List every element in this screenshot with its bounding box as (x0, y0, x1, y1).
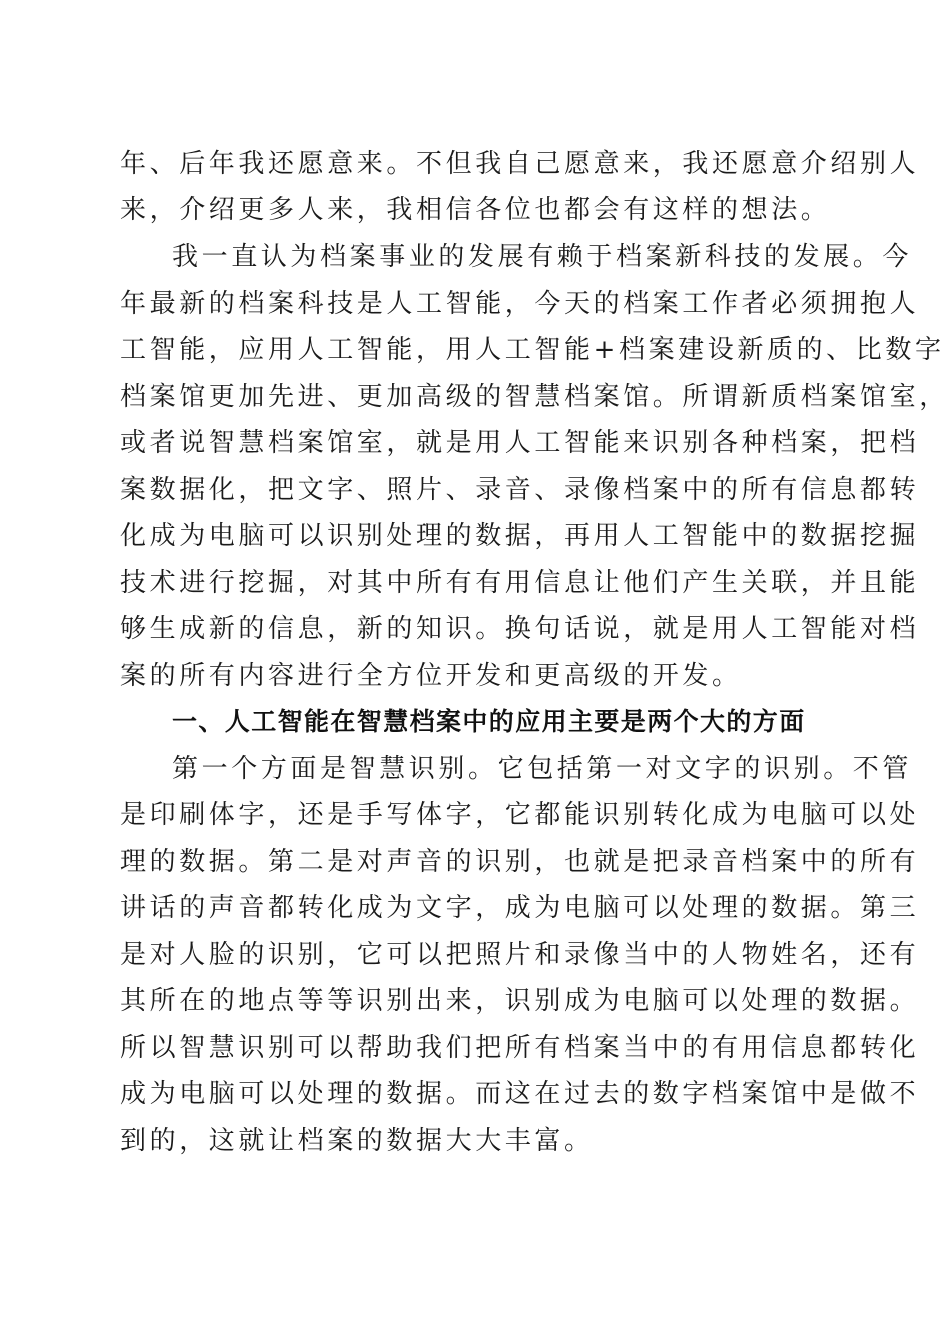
text-line: 技术进行挖掘，对其中所有有用信息让他们产生关联，并且能 (120, 568, 920, 598)
text-line: 案的所有内容进行全方位开发和更高级的开发。 (120, 661, 742, 691)
paragraph-start-line: 我一直认为档案事业的发展有赖于档案新科技的发展。今 (172, 242, 913, 272)
text-line: 年最新的档案科技是人工智能，今天的档案工作者必须拥抱人 (120, 289, 920, 319)
text-line: 来，介绍更多人来，我相信各位也都会有这样的想法。 (120, 195, 831, 225)
text-line: 是对人脸的识别，它可以把照片和录像当中的人物姓名，还有 (120, 940, 920, 970)
section-heading: 一、人工智能在智慧档案中的应用主要是两个大的方面 (172, 707, 806, 736)
text-line: 其所在的地点等等识别出来，识别成为电脑可以处理的数据。 (120, 986, 920, 1016)
text-line: 理的数据。第二是对声音的识别，也就是把录音档案中的所有 (120, 847, 920, 877)
text-line: 成为电脑可以处理的数据。而这在过去的数字档案馆中是做不 (120, 1079, 920, 1109)
text-line: 所以智慧识别可以帮助我们把所有档案当中的有用信息都转化 (120, 1033, 920, 1063)
text-line: 或者说智慧档案馆室，就是用人工智能来识别各种档案，把档 (120, 428, 920, 458)
text-line: 案数据化，把文字、照片、录音、录像档案中的所有信息都转 (120, 475, 920, 505)
paragraph-start-line: 第一个方面是智慧识别。它包括第一对文字的识别。不管 (172, 754, 913, 784)
text-line: 讲话的声音都转化成为文字，成为电脑可以处理的数据。第三 (120, 893, 920, 923)
text-line: 化成为电脑可以识别处理的数据，再用人工智能中的数据挖掘 (120, 521, 920, 551)
text-line: 够生成新的信息，新的知识。换句话说，就是用人工智能对档 (120, 614, 920, 644)
text-line: 工智能，应用人工智能，用人工智能+档案建设新质的、比数字 (120, 335, 945, 365)
text-line: 到的，这就让档案的数据大大丰富。 (120, 1126, 594, 1156)
text-line: 是印刷体字，还是手写体字，它都能识别转化成为电脑可以处 (120, 800, 920, 830)
text-line: 年、后年我还愿意来。不但我自己愿意来，我还愿意介绍别人 (120, 149, 920, 179)
text-line: 档案馆更加先进、更加高级的智慧档案馆。所谓新质档案馆室， (120, 382, 949, 412)
